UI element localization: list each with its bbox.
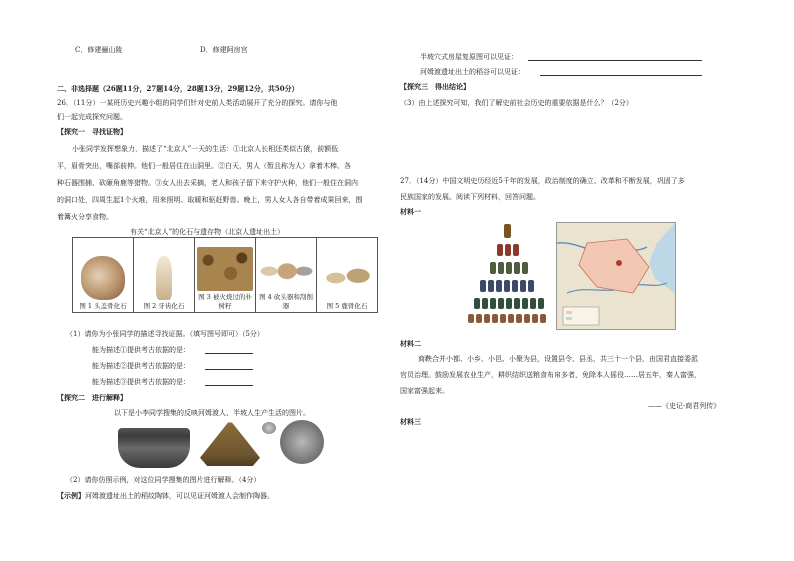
q27-line2: 民族国家的发展。阅读下列材料，回答问题。 bbox=[400, 193, 540, 201]
rice-grains-small-image bbox=[262, 422, 276, 434]
fossil-label: 图 4 砍头器和刮削器 bbox=[259, 293, 313, 310]
fossil-label: 图 1 头盖骨化石 bbox=[79, 301, 127, 310]
rice-grains-image bbox=[280, 420, 324, 464]
inquiry2-title: 【探究二 进行解释】 bbox=[57, 393, 127, 402]
q27-line1: 27．（14分）中国文明史历经近5千年的发展，政治制度的确立、改革和不断发展，巩固了多 bbox=[400, 177, 685, 185]
stone-tools-image bbox=[258, 247, 314, 291]
top-line-1-label: 半坡穴式房屋复原图可以见证： bbox=[420, 53, 518, 61]
answer-blank[interactable] bbox=[540, 75, 702, 76]
skull-fossil-image bbox=[81, 256, 125, 300]
deer-bone-image bbox=[319, 256, 375, 300]
fossil-label: 图 2 牙齿化石 bbox=[143, 301, 185, 310]
story-line: 着篝火分享食物。 bbox=[57, 213, 113, 221]
question-1: （1）请你为小张同学的描述寻找证据。（填写图号即可）（5分） bbox=[66, 330, 264, 338]
fossil-table-caption: 有关“北京人”的化石与遗存物（北京人遗址出土） bbox=[130, 228, 285, 236]
figurine-pyramid-svg bbox=[466, 222, 550, 326]
question-2: （2）请你仿照示例，对这位同学搜集的图片进行解释。（4分） bbox=[66, 476, 261, 484]
fill-line-1-label: 能为描述①提供考古依据的是： bbox=[92, 346, 190, 354]
seeds-image bbox=[197, 247, 253, 291]
inquiry3-title: 【探究三 得出结论】 bbox=[400, 82, 470, 91]
inquiry1-title: 【探究一 寻找证物】 bbox=[57, 127, 127, 136]
top-line-2-label: 河姆渡遗址出土的稻谷可以见证： bbox=[420, 68, 525, 76]
material-2-source: ——《史记·商君列传》 bbox=[648, 402, 721, 410]
fill-line-3-label: 能为描述③提供考古依据的是： bbox=[92, 378, 190, 386]
option-d: D．修建阿房宫 bbox=[200, 46, 248, 54]
material-1-label: 材料一 bbox=[400, 207, 421, 216]
fossil-cell bbox=[317, 238, 378, 313]
historical-map-image bbox=[556, 222, 676, 330]
fossil-cell bbox=[73, 238, 134, 313]
q26-line1: 26．（11分）一某班历史兴趣小组的同学们针对史前人类活动展开了充分的探究。请你与他 bbox=[57, 99, 338, 107]
map-svg bbox=[557, 223, 675, 329]
fossil-label: 图 3 被火烧过的朴树籽 bbox=[198, 293, 252, 310]
tooth-fossil-image bbox=[156, 256, 172, 300]
example-label: 【示例】 bbox=[57, 491, 85, 500]
fossil-cell bbox=[256, 238, 317, 313]
material-2-line1: 商鞅合并小都、小乡、小邑、小聚为县，设置县令、县丞，共三十一个县，由国君直接委派 bbox=[418, 355, 698, 363]
answer-blank[interactable] bbox=[528, 60, 702, 61]
story-line: 小张同学发挥想象力，描述了“北京人”一天的生活：①北京人长相还类似古猿，前额低 bbox=[72, 145, 339, 153]
fossil-label: 图 5 鹿骨化石 bbox=[326, 301, 368, 310]
fossil-cell bbox=[195, 238, 256, 313]
answer-blank[interactable] bbox=[205, 369, 253, 370]
q26-line2: 们一起完成探究问题。 bbox=[57, 113, 127, 121]
option-c: C．修建骊山陵 bbox=[75, 46, 123, 54]
answer-blank[interactable] bbox=[205, 385, 253, 386]
material-2-line2: 官员治理。鼓励发展农业生产，耕织结织送粮食布帛多者，免除本人徭役……居五年，秦人富强， bbox=[400, 371, 701, 379]
feudal-hierarchy-figurines-image bbox=[466, 222, 550, 326]
fill-line-2-label: 能为描述②提供考古依据的是： bbox=[92, 362, 190, 370]
answer-blank[interactable] bbox=[205, 353, 253, 354]
section2-title: 二、非选择题（26题11分，27题14分，28题13分，29题12分，共50分） bbox=[57, 84, 299, 93]
material-3-label: 材料三 bbox=[400, 417, 421, 426]
story-line: 平，眉骨突出，嘴部前伸。他们一般居住在山洞里。②白天，男人（暂且称为人）拿着木棒、各 bbox=[57, 162, 351, 170]
fossil-table bbox=[72, 237, 378, 313]
example-line bbox=[57, 492, 274, 501]
fossil-cell bbox=[134, 238, 195, 313]
story-line: 的洞口处，四周生起1个火堆，用来照明、取暖和驱赶野兽。晚上，男人女人各自带着成果回来，围 bbox=[57, 196, 363, 204]
material-2-line3: 国家富强起来。 bbox=[400, 387, 449, 395]
question-3: （3）由上述探究可知，我们了解史前社会历史的重要依据是什么？（2分） bbox=[400, 99, 633, 107]
material-2-label: 材料二 bbox=[400, 339, 421, 348]
inquiry2-text: 以下是小李同学搜集的反映河姆渡人、半坡人生产生活的图片。 bbox=[114, 409, 310, 417]
hut-image bbox=[200, 420, 260, 466]
story-line: 种石器围捕、砍砸角鹿等猎物。③女人出去采摘，老人和孩子留下来守护火种，他们一般住在洞内 bbox=[57, 179, 358, 187]
example-text: 河姆渡遗址出土的稻纹陶钵，可以见证河姆渡人会制作陶器。 bbox=[85, 492, 274, 500]
pottery-bowl-image bbox=[118, 428, 190, 468]
